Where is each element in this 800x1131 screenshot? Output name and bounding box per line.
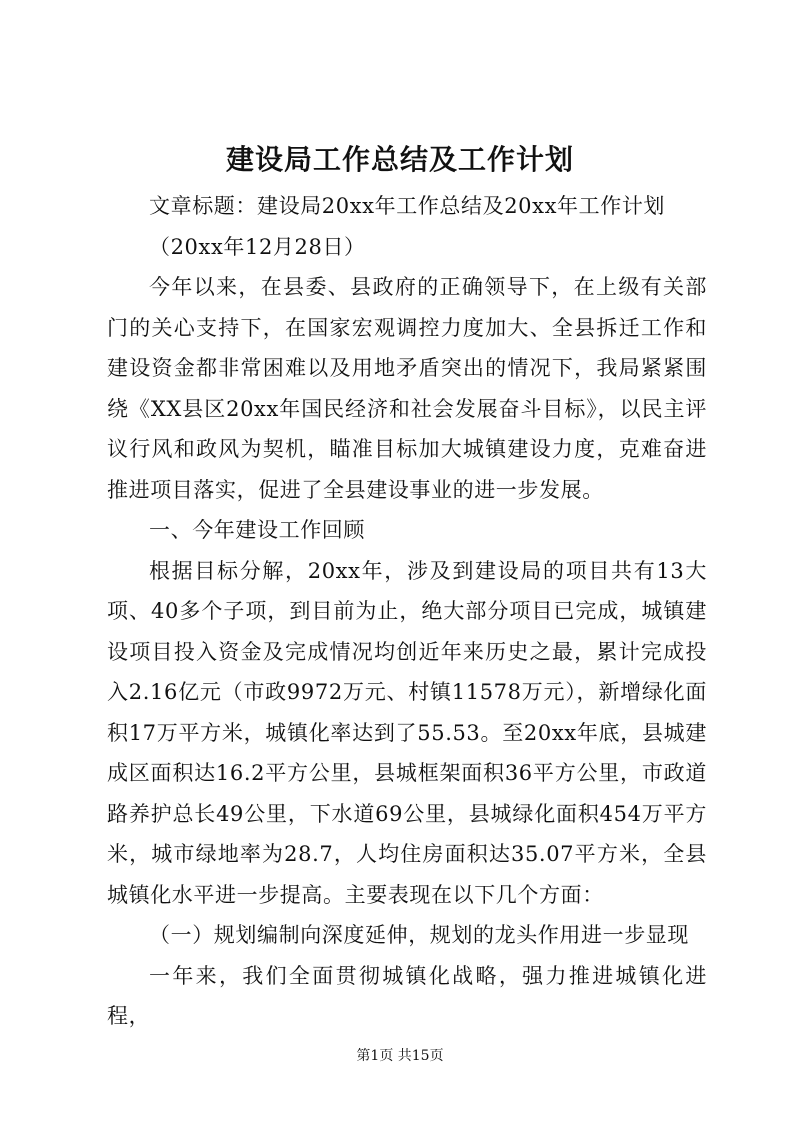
document-title: 建设局工作总结及工作计划 — [225, 143, 574, 176]
document-body — [107, 186, 707, 1037]
continuation-paragraph: 一年来，我们全面贯彻城镇化战略，强力推进城镇化进程， — [107, 963, 707, 1028]
intro-paragraph: 今年以来，在县委、县政府的正确领导下，在上级有关部门的关心支持下，在国家宏观调控力度加大、全县拆迁工作和建设资金都非常困难以及用地矛盾突出的情况下，我局紧紧围绕《XX县区20xx年国民经济和社会发展奋斗目标》，以民主评议行风和政风为契机，瞄准目标加大城镇建设力度，克难奋进推进项目落实，促进了全县建设事业的进一步发展。 — [107, 275, 707, 502]
page-number-footer: 第1页 共15页 — [356, 1048, 444, 1064]
date-line: （20xx年12月28日） — [149, 234, 366, 259]
section-heading: 一、今年建设工作回顾 — [149, 518, 365, 542]
review-paragraph: 根据目标分解，20xx年，涉及到建设局的项目共有13大项、40多个子项，到目前为止，绝大部分项目已完成，城镇建设项目投入资金及完成情况均创近年来历史之最，累计完成投入2.16亿元（市政9972万元、村镇11578万元），新增绿化面积17万平方米，城镇化率达到了55.53。至20xx年底，县城建成区面积达16.2平方公里，县城框架面积36平方公里，市政道路养护总长49公里，下水道69公里，县城绿化面积454万平方米，城市绿地率为28.7，人均住房面积达35.07平方米，全县城镇化水平进一步提高。主要表现在以下几个方面： — [107, 558, 707, 907]
article-heading-line: 文章标题：建设局20xx年工作总结及20xx年工作计划 — [149, 194, 666, 218]
subsection-heading: （一）规划编制向深度延伸，规划的龙头作用进一步显现 — [149, 923, 689, 947]
